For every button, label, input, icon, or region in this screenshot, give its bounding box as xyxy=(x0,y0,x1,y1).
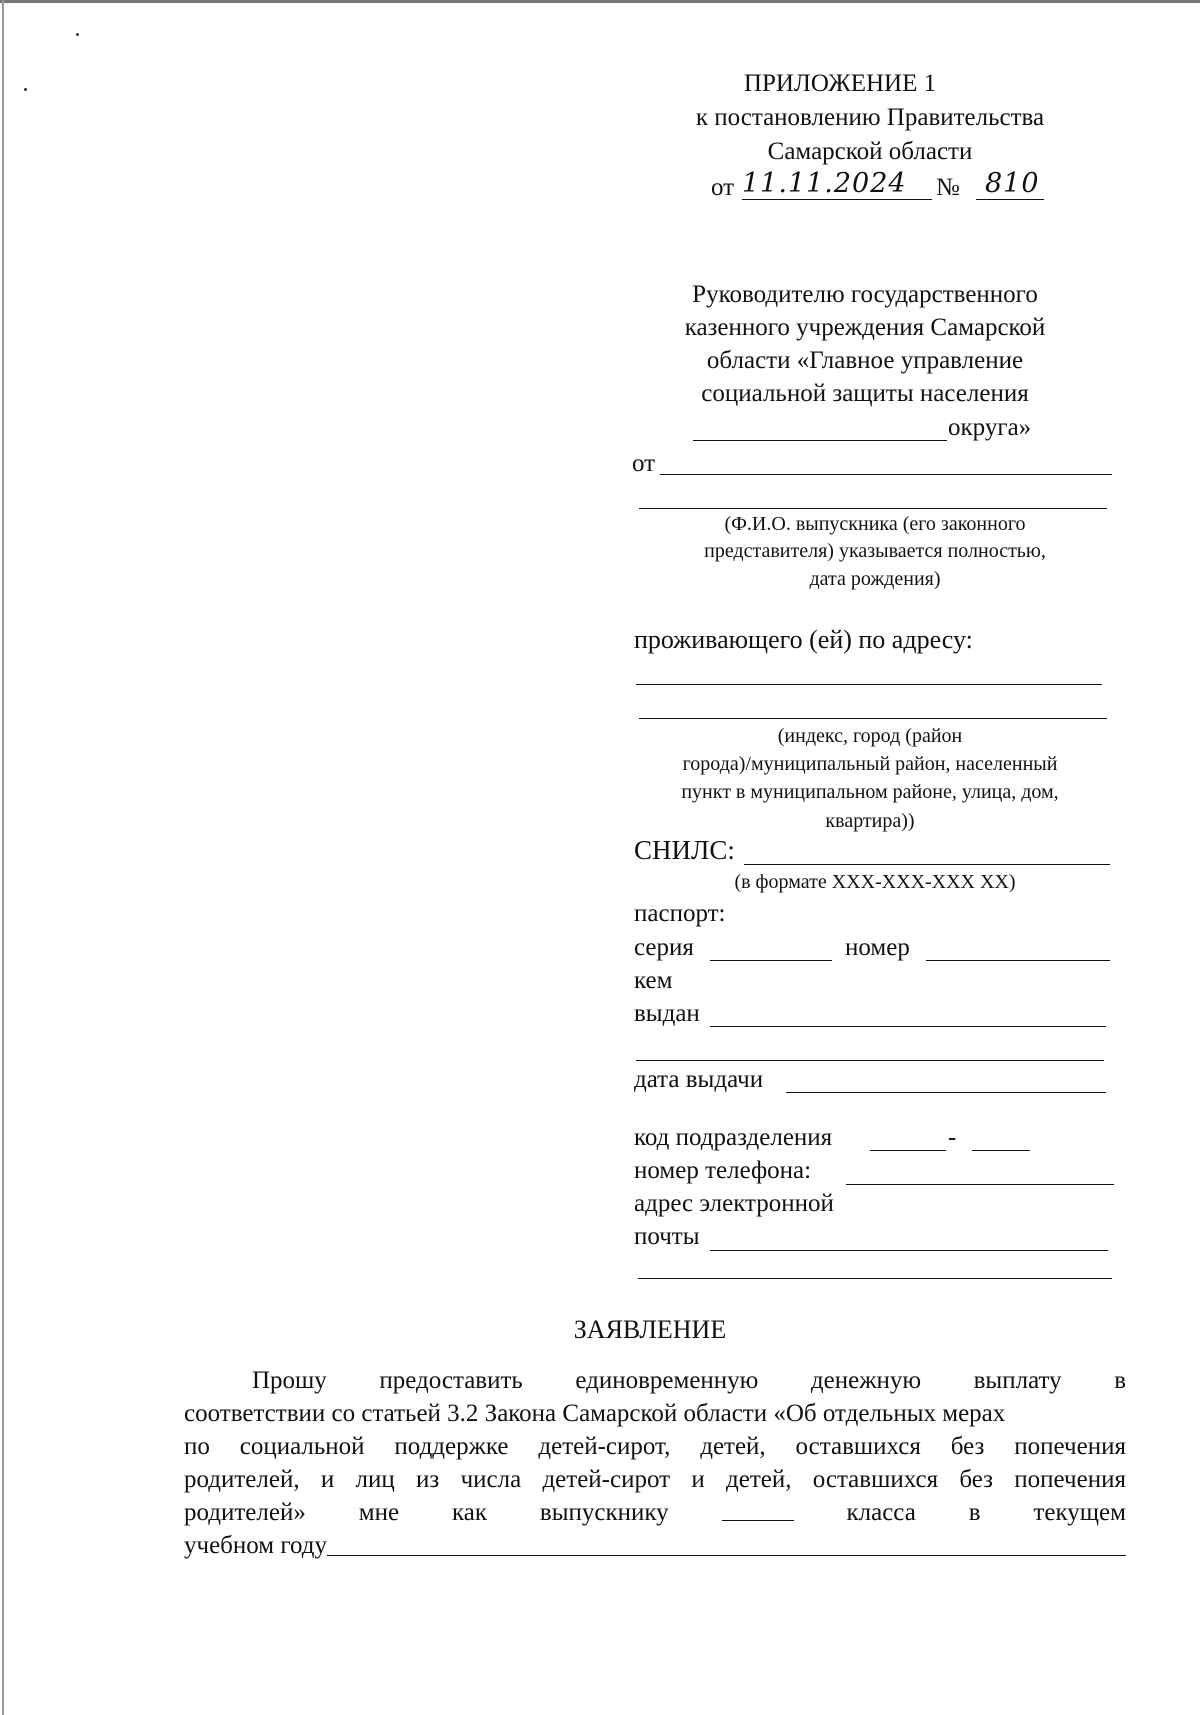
issued-by-label-2: выдан xyxy=(634,1000,700,1027)
number-underline xyxy=(976,199,1044,200)
word: детей, xyxy=(700,1433,766,1460)
fio-blank-1[interactable] xyxy=(660,474,1112,475)
word: выпускнику xyxy=(539,1499,669,1526)
fio-hint-2: представителя) указывается полностью, xyxy=(704,540,1046,562)
annex-title: ПРИЛОЖЕНИЕ 1 xyxy=(743,70,937,97)
statement-line-6-text: учебном году xyxy=(184,1532,327,1559)
scan-speck xyxy=(24,88,27,91)
scan-left-edge xyxy=(2,0,4,1715)
word: предоставить xyxy=(379,1367,523,1394)
fio-hint-1: (Ф.И.О. выпускника (его законного xyxy=(724,513,1026,535)
address-hint-1: (индекс, город (район xyxy=(777,725,963,747)
snils-hint: (в формате ХХХ-ХХХ-ХХХ ХХ) xyxy=(734,871,1016,893)
scan-top-edge xyxy=(0,0,1200,3)
division-code-blank-2[interactable] xyxy=(972,1150,1030,1151)
snils-label: СНИЛС: xyxy=(634,835,735,865)
issue-date-label: дата выдачи xyxy=(634,1066,764,1093)
number-prefix: № xyxy=(936,174,960,201)
statement-body xyxy=(184,1364,1126,1562)
address-hint-4: квартира)) xyxy=(825,810,915,832)
passport-label: паспорт: xyxy=(634,900,726,927)
statement-line-5 xyxy=(184,1496,1126,1529)
word: оставшихся xyxy=(812,1466,939,1493)
phone-blank[interactable] xyxy=(846,1184,1114,1185)
statement-line-2-text: соответствии со статьей 3.2 Закона Самарской области «Об отдельных мерах xyxy=(184,1400,1006,1427)
word: Прошу xyxy=(252,1367,327,1394)
date-underline xyxy=(742,199,932,200)
word: детей-сирот xyxy=(542,1466,671,1493)
word: социальной xyxy=(239,1433,365,1460)
word: попечения xyxy=(1014,1433,1126,1460)
statement-line-1 xyxy=(184,1364,1126,1397)
word: выплату xyxy=(973,1367,1062,1394)
phone-label: номер телефона: xyxy=(634,1157,812,1184)
email-blank-1[interactable] xyxy=(710,1250,1108,1251)
addressee-line-3: области «Главное управление xyxy=(706,347,1024,374)
annex-line-2: Самарской области xyxy=(767,138,973,165)
word: единовременную xyxy=(575,1367,759,1394)
word: и xyxy=(320,1466,335,1493)
division-code-label: код подразделения xyxy=(634,1124,833,1151)
word: по xyxy=(184,1433,210,1460)
statement-line-6 xyxy=(184,1529,1126,1562)
passport-number-blank[interactable] xyxy=(926,960,1110,961)
word: попечения xyxy=(1014,1466,1126,1493)
addressee-line-2: казенного учреждения Самарской xyxy=(684,314,1046,341)
division-code-blank-1[interactable] xyxy=(870,1150,946,1151)
okrug-blank[interactable] xyxy=(693,440,947,441)
address-blank-1[interactable] xyxy=(636,684,1102,685)
word: класса xyxy=(846,1499,916,1526)
word: как xyxy=(451,1499,487,1526)
word: детей-сирот, xyxy=(538,1433,671,1460)
handwritten-date: 11.11.2024 xyxy=(742,168,907,199)
fio-hint-3: дата рождения) xyxy=(809,568,941,590)
word: без xyxy=(959,1466,994,1493)
word: в xyxy=(968,1499,981,1526)
series-blank[interactable] xyxy=(710,960,832,961)
address-hint-3: пункт в муниципальном районе, улица, дом, xyxy=(681,781,1059,803)
address-hint-2: города)/муниципальный район, населенный xyxy=(682,753,1058,775)
word: в xyxy=(1114,1367,1126,1394)
issued-by-blank-1[interactable] xyxy=(710,1026,1106,1027)
issued-by-label-1: кем xyxy=(634,967,673,994)
annex-line-1: к постановлению Правительства xyxy=(695,104,1045,131)
email-blank-2[interactable] xyxy=(638,1278,1112,1279)
statement-title: ЗАЯВЛЕНИЕ xyxy=(573,1315,727,1344)
grade-blank[interactable] xyxy=(722,1496,794,1521)
word: денежную xyxy=(810,1367,922,1394)
series-label: серия xyxy=(634,934,694,961)
word: мне xyxy=(358,1499,400,1526)
word: родителей» xyxy=(184,1499,306,1526)
word: родителей, xyxy=(184,1466,300,1493)
statement-line-4 xyxy=(184,1463,1126,1496)
word: из xyxy=(416,1466,440,1493)
division-code-dash: - xyxy=(948,1124,957,1151)
okrug-suffix: округа» xyxy=(948,414,1032,441)
issued-by-blank-2[interactable] xyxy=(636,1060,1104,1061)
email-label-1: адрес электронной xyxy=(634,1190,834,1217)
school-year-blank[interactable] xyxy=(327,1529,1126,1556)
email-label-2: почты xyxy=(634,1223,700,1250)
word: поддержке xyxy=(394,1433,509,1460)
address-blank-2[interactable] xyxy=(639,718,1107,719)
statement-line-2 xyxy=(184,1397,1126,1430)
statement-line-3 xyxy=(184,1430,1126,1463)
word: числа xyxy=(460,1466,522,1493)
addressee-line-4: социальной защиты населения xyxy=(701,380,1029,407)
word: текущем xyxy=(1033,1499,1126,1526)
word: и xyxy=(691,1466,705,1493)
word: оставшихся xyxy=(795,1433,921,1460)
addressee-line-1: Руководителю государственного xyxy=(692,281,1038,308)
snils-blank[interactable] xyxy=(744,864,1110,865)
word: лиц xyxy=(355,1466,395,1493)
number-label: номер xyxy=(845,934,910,961)
word: детей, xyxy=(726,1466,792,1493)
issue-date-blank[interactable] xyxy=(786,1092,1106,1093)
fio-blank-2[interactable] xyxy=(639,508,1107,509)
from-label: от xyxy=(632,450,656,477)
date-prefix: от xyxy=(711,174,735,201)
handwritten-number: 810 xyxy=(985,168,1040,199)
scan-speck xyxy=(76,33,79,36)
word: без xyxy=(950,1433,985,1460)
address-label: проживающего (ей) по адресу: xyxy=(634,625,973,654)
